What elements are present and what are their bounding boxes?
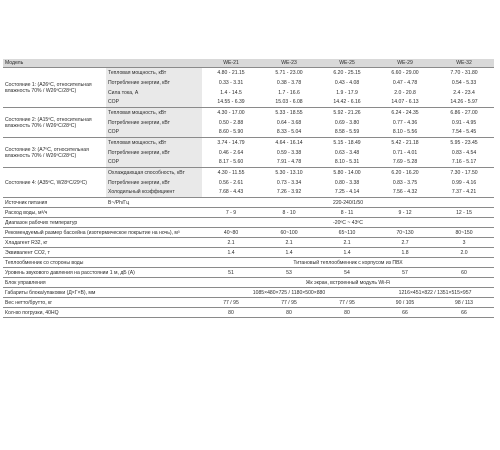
spec-label: Вес нетто/брутто, кг	[3, 298, 202, 308]
spec-value: 80	[260, 308, 318, 318]
spec-value: 2.1	[260, 238, 318, 248]
value-cell: 4.30 - 11.55	[202, 168, 260, 178]
spec-value: 66	[376, 308, 434, 318]
value-cell: 7.54 - 5.45	[451, 129, 477, 136]
value-cell: 2.4 - 23.4	[453, 89, 475, 96]
value-cell: 8.33 - 5.04	[276, 129, 302, 136]
parameter-label: COP	[106, 128, 202, 138]
value-cell: 0.47 - 4.78	[392, 79, 418, 86]
model-name: WE-32	[434, 59, 494, 68]
value-cell: 0.59 - 3.38	[276, 149, 302, 156]
value-cell: 4.30 - 17.00	[202, 108, 260, 118]
spec-value: 60	[434, 268, 494, 278]
value-cell: 5.33 - 18.55	[260, 108, 318, 118]
power-value: 220-240/1/50	[202, 198, 494, 208]
spec-row	[3, 208, 494, 218]
spec-value: 77 / 95	[202, 298, 260, 308]
spec-value: 8 - 11	[318, 208, 376, 218]
value-cell: 0.77 - 4.36	[392, 119, 418, 126]
spec-value: 9 - 12	[376, 208, 434, 218]
condition-row	[3, 138, 494, 148]
condition-label: Состояние 4: (A35ºC, W28ºC/29ºC)	[3, 168, 106, 198]
power-unit: В~/Ph/Гц	[106, 198, 202, 208]
value-cell: 7.25 - 4.14	[334, 189, 360, 196]
value-cell: 1.9 - 17.9	[336, 89, 358, 96]
spec-value: 54	[318, 268, 376, 278]
parameter-label: Тепловая мощность, кВт	[106, 138, 202, 148]
value-cell: 7.26 - 3.92	[276, 189, 302, 196]
parameter-label: Тепловая мощность, кВт	[106, 108, 202, 118]
value-cell: 0.69 - 3.80	[334, 119, 360, 126]
value-cell: 14.42 - 6.16	[333, 99, 361, 106]
spec-label: Кол-во погрузки, 40HQ	[3, 308, 202, 318]
spec-value: 70~130	[376, 228, 434, 238]
power-section	[3, 198, 494, 208]
value-cell: 2.0 - 20.8	[394, 89, 416, 96]
value-cell: 0.33 - 3.31	[218, 79, 244, 86]
spec-merged-value: Жк экран, встроенный модуль Wi-Fi	[202, 278, 494, 288]
value-cell: 3.74 - 14.79	[202, 138, 260, 148]
dims-value: 1216×451×822 / 1351×515×957	[376, 288, 494, 298]
spec-value: 77 / 95	[260, 298, 318, 308]
condition-label: Состояние 3: (A7ºC, относительная влажность 70% / W26ºC/28ºC)	[3, 138, 106, 168]
spec-value: 2.1	[318, 238, 376, 248]
value-cell: 4.64 - 16.14	[260, 138, 318, 148]
value-cell: 15.03 - 6.08	[275, 99, 303, 106]
value-cell: 5.80 - 14.00	[318, 168, 376, 178]
spec-value: 77 / 95	[318, 298, 376, 308]
spec-label: Уровень звукового давления на расстоянии 1 м, дБ (А)	[3, 268, 202, 278]
spec-label: Габариты блока/упаковки (Д×Г×В), мм	[3, 288, 202, 298]
value-cell: 5.92 - 21.26	[318, 108, 376, 118]
value-cell: 6.86 - 27.00	[434, 108, 494, 118]
spec-value: 66	[434, 308, 494, 318]
header-row	[3, 59, 494, 68]
spec-label: Эквивалент CO2, т	[3, 248, 202, 258]
spec-label: Теплообменник со стороны воды	[3, 258, 202, 268]
model-name: WE-23	[260, 59, 318, 68]
value-cell: 5.15 - 18.49	[318, 138, 376, 148]
condition-label: Состояние 1: (A26ºC, относительная влажность 70% / W26ºC/28ºC)	[3, 68, 106, 108]
conditions-section	[3, 68, 494, 198]
spec-value: 51	[202, 268, 260, 278]
spec-value: 40~80	[202, 228, 260, 238]
value-cell: 1.7 - 16.6	[278, 89, 300, 96]
value-cell: 7.37 - 4.21	[451, 189, 477, 196]
spec-value: 60~100	[260, 228, 318, 238]
parameter-label: Охлаждающая способность, кВт	[106, 168, 202, 178]
spec-value: 1.4	[318, 248, 376, 258]
value-cell: 0.83 - 4.54	[451, 149, 477, 156]
value-cell: 0.91 - 4.95	[451, 119, 477, 126]
value-cell: 8.58 - 5.59	[334, 129, 360, 136]
spec-row	[3, 248, 494, 258]
spec-row	[3, 268, 494, 278]
spec-value: 1.4	[202, 248, 260, 258]
condition-row	[3, 108, 494, 118]
spec-value: 2.1	[202, 238, 260, 248]
value-cell: 0.83 - 3.75	[392, 179, 418, 186]
value-cell: 6.20 - 25.15	[318, 68, 376, 78]
value-cell: 0.64 - 3.68	[276, 119, 302, 126]
value-cell: 0.54 - 5.33	[451, 79, 477, 86]
value-cell: 7.70 - 31.80	[434, 68, 494, 78]
parameter-label: Сила тока, А	[106, 88, 202, 98]
condition-label: Состояние 2: (A15ºC, относительная влажность 70% / W26ºC/28ºC)	[3, 108, 106, 138]
model-name: WE-21	[202, 59, 260, 68]
spec-value: 98 / 113	[434, 298, 494, 308]
spec-value: 65~110	[318, 228, 376, 238]
value-cell: 14.55 - 6.39	[217, 99, 245, 106]
spec-value: 2.7	[376, 238, 434, 248]
value-cell: 7.30 - 17.50	[434, 168, 494, 178]
parameter-label: Потребление энергии, кВт	[106, 118, 202, 128]
spec-label: Хладагент R32, кг	[3, 238, 202, 248]
spec-value: 80~150	[434, 228, 494, 238]
parameter-label: COP	[106, 98, 202, 108]
value-cell: 6.60 - 29.00	[376, 68, 434, 78]
condition-row	[3, 168, 494, 178]
value-cell: 6.24 - 24.35	[376, 108, 434, 118]
value-cell: 0.50 - 2.88	[218, 119, 244, 126]
spec-value: 90 / 105	[376, 298, 434, 308]
parameter-label: Холодильный коэффициент	[106, 188, 202, 198]
value-cell: 0.63 - 3.48	[334, 149, 360, 156]
model-name: WE-25	[318, 59, 376, 68]
value-cell: 8.10 - 5.56	[392, 129, 418, 136]
spec-row	[3, 308, 494, 318]
spec-merged-value: Титановый теплообменник с корпусом из ПВХ	[202, 258, 494, 268]
spec-value: 2.0	[434, 248, 494, 258]
spec-row	[3, 298, 494, 308]
value-cell: 5.95 - 23.45	[434, 138, 494, 148]
spec-value: 57	[376, 268, 434, 278]
value-cell: 14.26 - 5.97	[450, 99, 478, 106]
value-cell: 7.56 - 4.32	[392, 189, 418, 196]
value-cell: 8.60 - 5.90	[218, 129, 244, 136]
value-cell: 0.99 - 4.16	[451, 179, 477, 186]
value-cell: 5.42 - 21.18	[376, 138, 434, 148]
value-cell: 0.71 - 4.01	[392, 149, 418, 156]
spec-value: 1.8	[376, 248, 434, 258]
spec-merged-value: -20ºC ~ 43ºC	[202, 218, 494, 228]
value-cell: 0.56 - 2.61	[218, 179, 244, 186]
value-cell: 8.10 - 5.31	[334, 159, 360, 166]
spec-value: 7 - 9	[202, 208, 260, 218]
model-label: Модель	[3, 59, 202, 68]
parameter-label: Потребление энергии, кВт	[106, 178, 202, 188]
parameter-label: Тепловая мощность, кВт	[106, 68, 202, 78]
value-cell: 0.46 - 2.64	[218, 149, 244, 156]
spec-value: 3	[434, 238, 494, 248]
spec-row	[3, 258, 494, 268]
spec-row	[3, 288, 494, 298]
spec-row	[3, 238, 494, 248]
spec-row	[3, 278, 494, 288]
value-cell: 6.20 - 16.20	[376, 168, 434, 178]
spec-value: 53	[260, 268, 318, 278]
spec-label: Блок управления	[3, 278, 202, 288]
spec-value: 12 - 15	[434, 208, 494, 218]
parameter-label: COP	[106, 158, 202, 168]
value-cell: 14.07 - 6.13	[391, 99, 419, 106]
parameter-label: Потребление энергии, кВт	[106, 148, 202, 158]
value-cell: 4.80 - 21.15	[202, 68, 260, 78]
value-cell: 5.71 - 23.00	[260, 68, 318, 78]
spec-row	[3, 218, 494, 228]
power-row	[3, 198, 494, 208]
value-cell: 1.4 - 14.5	[220, 89, 242, 96]
model-name: WE-29	[376, 59, 434, 68]
spec-label: Диапазон рабочих температур	[3, 218, 202, 228]
spec-label: Рекомендуемый размер бассейна (изотермическое покрытие на ночь), м³	[3, 228, 202, 238]
spec-value: 80	[202, 308, 260, 318]
condition-row	[3, 68, 494, 78]
spec-value: 80	[318, 308, 376, 318]
spec-label: Расход воды, м³/ч	[3, 208, 202, 218]
spec-table	[3, 59, 494, 318]
value-cell: 7.16 - 5.17	[451, 159, 477, 166]
specs-section	[3, 208, 494, 318]
value-cell: 5.30 - 13.10	[260, 168, 318, 178]
dims-value: 1085×480×725 / 1180×500×880	[202, 288, 376, 298]
parameter-label: Потребление энергии, кВт	[106, 78, 202, 88]
value-cell: 0.43 - 4.08	[334, 79, 360, 86]
value-cell: 0.38 - 3.78	[276, 79, 302, 86]
value-cell: 7.68 - 4.43	[218, 189, 244, 196]
value-cell: 7.69 - 5.28	[392, 159, 418, 166]
value-cell: 8.17 - 5.60	[218, 159, 244, 166]
spec-value: 8 - 10	[260, 208, 318, 218]
value-cell: 7.91 - 4.78	[276, 159, 302, 166]
value-cell: 0.73 - 3.34	[276, 179, 302, 186]
spec-row	[3, 228, 494, 238]
power-label: Источник питания	[3, 198, 106, 208]
spec-table-container	[3, 59, 494, 318]
value-cell: 0.80 - 3.38	[334, 179, 360, 186]
spec-value: 1.4	[260, 248, 318, 258]
